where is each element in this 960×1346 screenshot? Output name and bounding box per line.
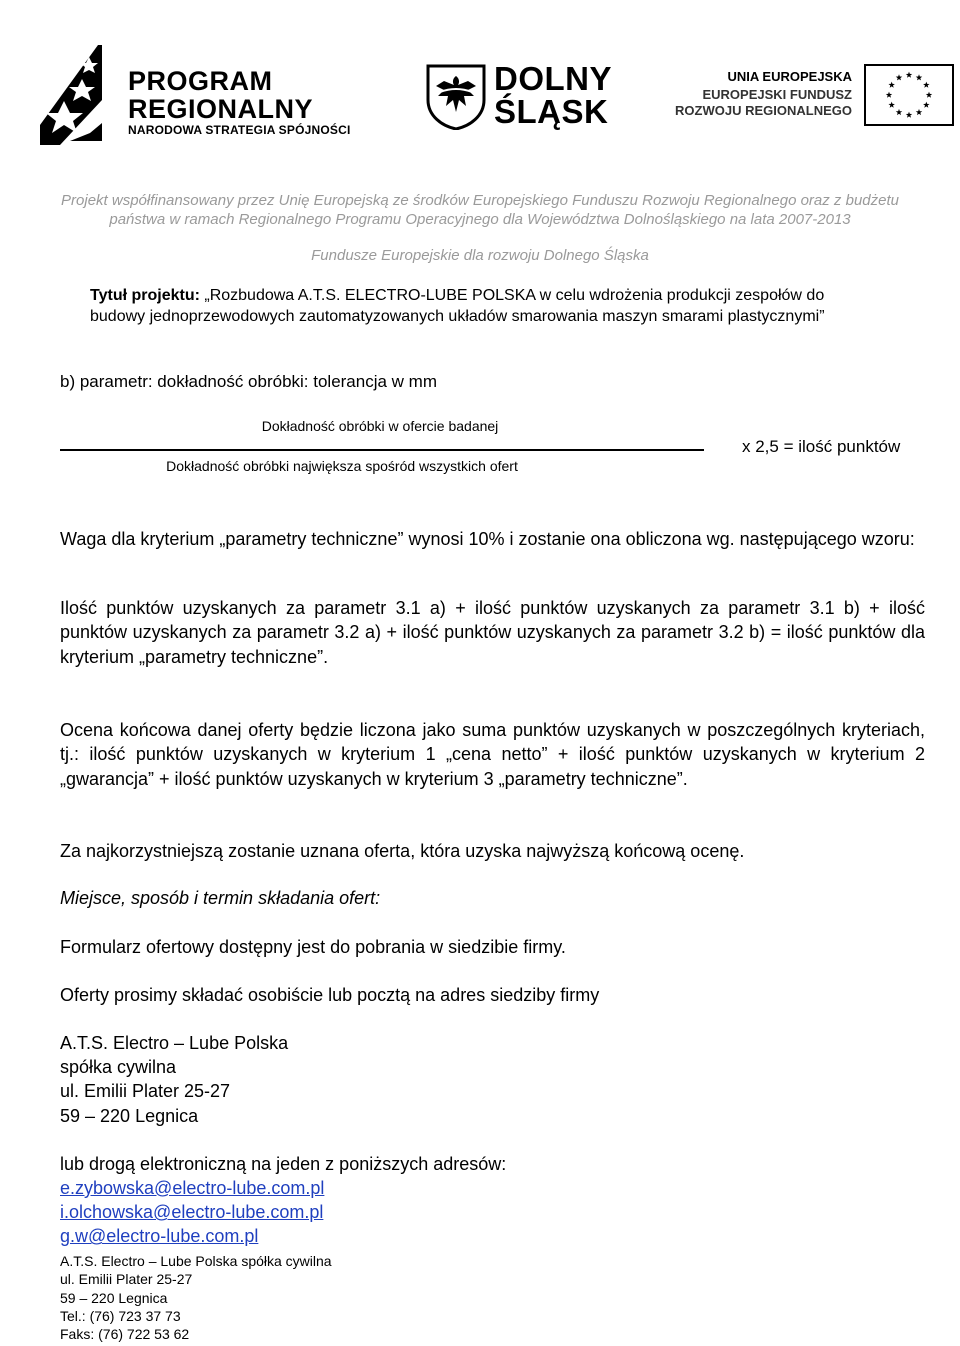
program-logo-line2: REGIONALNY — [128, 94, 314, 124]
weight-paragraph: Waga dla kryterium „parametry techniczne” wynosi 10% i zostanie ona obliczona wg. następującego wzoru: — [60, 529, 915, 549]
form-availability-sentence: Formularz ofertowy dostępny jest do pobrania w siedzibie firmy. — [60, 937, 566, 957]
points-paragraph: Ilość punktów uzyskanych za parametr 3.1 a) + ilość punktów uzyskanych za parametr 3.1 b) + ilość punktów uzyskanych za parametr 3.2 a) + ilość punktów uzyskanych za parametr 3.2 b) = ilość punktów dla kryterium „parametry techniczne”. — [60, 598, 925, 667]
email-list — [60, 1176, 324, 1249]
dolny-slask-logo-line1: DOLNY — [494, 60, 612, 97]
submission-heading: Miejsce, sposób i termin składania ofert: — [60, 888, 381, 908]
project-title-text: „Rozbudowa A.T.S. ELECTRO-LUBE POLSKA w celu wdrożenia produkcji zespołów do — [199, 287, 825, 304]
cofinancing-note-line1: Projekt współfinansowany przez Unię Europejską ze środków Europejskiego Funduszu Rozwoju Regionalnego oraz z budżetu — [61, 192, 899, 209]
program-logo-line1: PROGRAM — [128, 66, 273, 96]
offers-delivery-sentence: Oferty prosimy składać osobiście lub pocztą na adres siedziby firmy — [60, 985, 600, 1005]
section-heading: b) parametr: dokładność obróbki: tolerancja w mm — [60, 372, 437, 391]
company-address — [60, 1031, 288, 1128]
footer-line: Tel.: (76) 723 37 73 — [60, 1307, 181, 1324]
program-logo-line3: NARODOWA STRATEGIA SPÓJNOŚCI — [128, 123, 351, 137]
fraction-line — [60, 449, 704, 451]
address-line: A.T.S. Electro – Lube Polska — [60, 1033, 289, 1053]
program-regionalny-emblem-icon — [40, 45, 130, 145]
page-footer — [60, 1252, 332, 1343]
cofinancing-note-line2: państwa w ramach Regionalnego Programu Operacyjnego dla Województwa Dolnośląskiego na lata 2007-2013 — [109, 211, 851, 228]
address-line: spółka cywilna — [60, 1057, 177, 1078]
eu-logo-line2: EUROPEJSKI FUNDUSZ — [702, 87, 852, 102]
eu-flag-icon — [864, 64, 954, 126]
footer-line: 59 – 220 Legnica — [60, 1289, 168, 1306]
footer-line: A.T.S. Electro – Lube Polska spółka cywilna — [60, 1253, 332, 1269]
eu-logo-line3: ROZWOJU REGIONALNEGO — [675, 103, 852, 118]
dolny-slask-eagle-icon — [426, 64, 486, 130]
project-title-line2: budowy jednoprzewodowych zautomatyzowanych układów smarowania maszyn smarami plastycznymi” — [90, 308, 825, 325]
best-offer-sentence: Za najkorzystniejszą zostanie uznana oferta, która uzyska najwyższą końcową ocenę. — [60, 841, 745, 861]
email-link[interactable]: e.zybowska@electro-lube.com.pl — [60, 1178, 325, 1198]
formula-denominator: Dokładność obróbki największa spośród wszystkich ofert — [166, 458, 518, 474]
project-title-line1 — [90, 286, 824, 307]
email-intro: lub drogą elektroniczną na jeden z poniższych adresów: — [60, 1154, 507, 1174]
address-line: ul. Emilii Plater 25-27 — [60, 1081, 231, 1102]
footer-line: Faks: (76) 722 53 62 — [60, 1326, 190, 1343]
final-score-paragraph: Ocena końcowa danej oferty będzie liczona jako suma punktów uzyskanych w poszczególnych kryteriach, tj.: ilość punktów uzyskanych w kryterium 1 „cena netto” + ilość punktów uzyskanych w kryterium 2 „gwarancja” + ilość punktów uzyskanych w kryterium 3 „parametry techniczne”. — [60, 720, 925, 789]
project-title-label: Tytuł projektu: — [90, 287, 200, 304]
footer-line: ul. Emilii Plater 25-27 — [60, 1271, 193, 1288]
eu-logo-line1: UNIA EUROPEJSKA — [727, 69, 852, 84]
email-link[interactable]: i.olchowska@electro-lube.com.pl — [60, 1202, 324, 1223]
dolny-slask-logo-line2: ŚLĄSK — [494, 93, 609, 130]
email-link[interactable]: g.w@electro-lube.com.pl — [60, 1226, 259, 1247]
address-line: 59 – 220 Legnica — [60, 1105, 199, 1126]
funds-note: Fundusze Europejskie dla rozwoju Dolnego Śląska — [311, 247, 649, 264]
formula-result: x 2,5 = ilość punktów — [742, 437, 901, 456]
formula-numerator: Dokładność obróbki w ofercie badanej — [261, 418, 499, 434]
